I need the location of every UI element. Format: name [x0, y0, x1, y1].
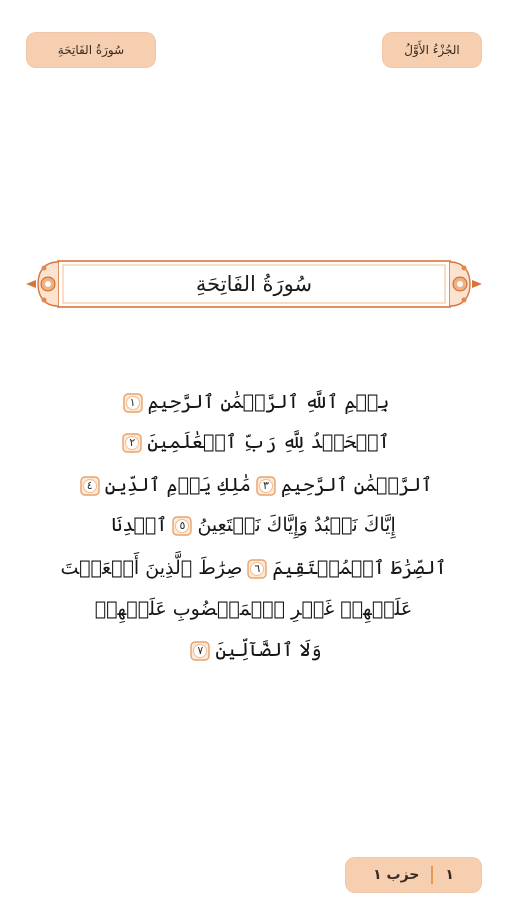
verse-text[interactable]: ٱلرَّحۡمَٰنِ ٱلرَّحِيمِ [280, 474, 433, 496]
verse-text[interactable]: صِرَٰطَ ٱلَّذِينَ أَنۡعَمۡتَ [60, 557, 243, 579]
verse-text[interactable]: إِيَّاكَ نَعۡبُدُ وَإِيَّاكَ نَسۡتَعِينُ [197, 514, 396, 536]
surah-header-banner [22, 258, 486, 310]
hizb-page-pill[interactable] [345, 857, 482, 893]
ayah-number: ١ [129, 396, 136, 409]
ayah-number-marker[interactable] [121, 432, 143, 454]
ayah-number-marker[interactable] [255, 475, 277, 497]
verse-line [0, 468, 507, 502]
surah-name-label: سُورَةُ الفَاتِحَةِ [57, 43, 125, 57]
ayah-number-marker[interactable] [79, 475, 101, 497]
ayah-number: ٥ [179, 519, 186, 532]
left-ornament-icon [26, 262, 58, 306]
ayah-number-marker[interactable] [122, 392, 144, 414]
verse-text[interactable]: عَلَيۡهِمۡ غَيۡرِ ٱلۡمَغۡضُوبِ عَلَيۡهِمۡ [94, 598, 413, 620]
verse-text[interactable]: مَٰلِكِ يَوۡمِ ٱلدِّينِ [104, 474, 251, 496]
verse-text[interactable]: ٱلصِّرَٰطَ ٱلۡمُسۡتَقِيمَ [272, 557, 447, 579]
verse-line [0, 385, 507, 419]
ayah-number-marker[interactable] [189, 640, 211, 662]
verse-line [0, 508, 507, 542]
ayah-number: ٤ [86, 479, 93, 492]
ayah-number: ٢ [129, 436, 136, 449]
verse-line [0, 633, 507, 667]
ayah-number: ٦ [254, 562, 261, 575]
verse-line [0, 425, 507, 459]
verse-text[interactable]: ٱلۡحَمۡدُ لِلَّهِ رَبِّ ٱلۡعَٰلَمِينَ [147, 431, 390, 453]
verse-text[interactable]: وَلَا ٱلضَّآلِّينَ [215, 639, 322, 661]
ayah-number-marker[interactable] [171, 515, 193, 537]
banner-surah-title: سُورَةُ الفَاتِحَةِ [195, 272, 313, 296]
ayah-number: ٣ [262, 479, 269, 492]
ayah-number-marker[interactable] [246, 558, 268, 580]
page-number: ١ [445, 867, 454, 883]
verse-text[interactable]: ٱهۡدِنَا [111, 514, 168, 536]
footer-separator [431, 866, 433, 884]
right-ornament-icon [450, 262, 482, 306]
verse-line [0, 551, 507, 585]
verse-line [0, 592, 507, 626]
ayah-number: ٧ [197, 644, 204, 657]
hizb-label: حزب ١ [373, 867, 420, 883]
verse-text[interactable]: بِسۡمِ ٱللَّهِ ٱلرَّحۡمَٰنِ ٱلرَّحِيمِ [147, 391, 390, 413]
surah-name-pill[interactable] [26, 32, 156, 68]
juz-name-pill[interactable] [382, 32, 482, 68]
juz-name-label: الجُزْءُ الأَوَّلُ [404, 43, 460, 57]
